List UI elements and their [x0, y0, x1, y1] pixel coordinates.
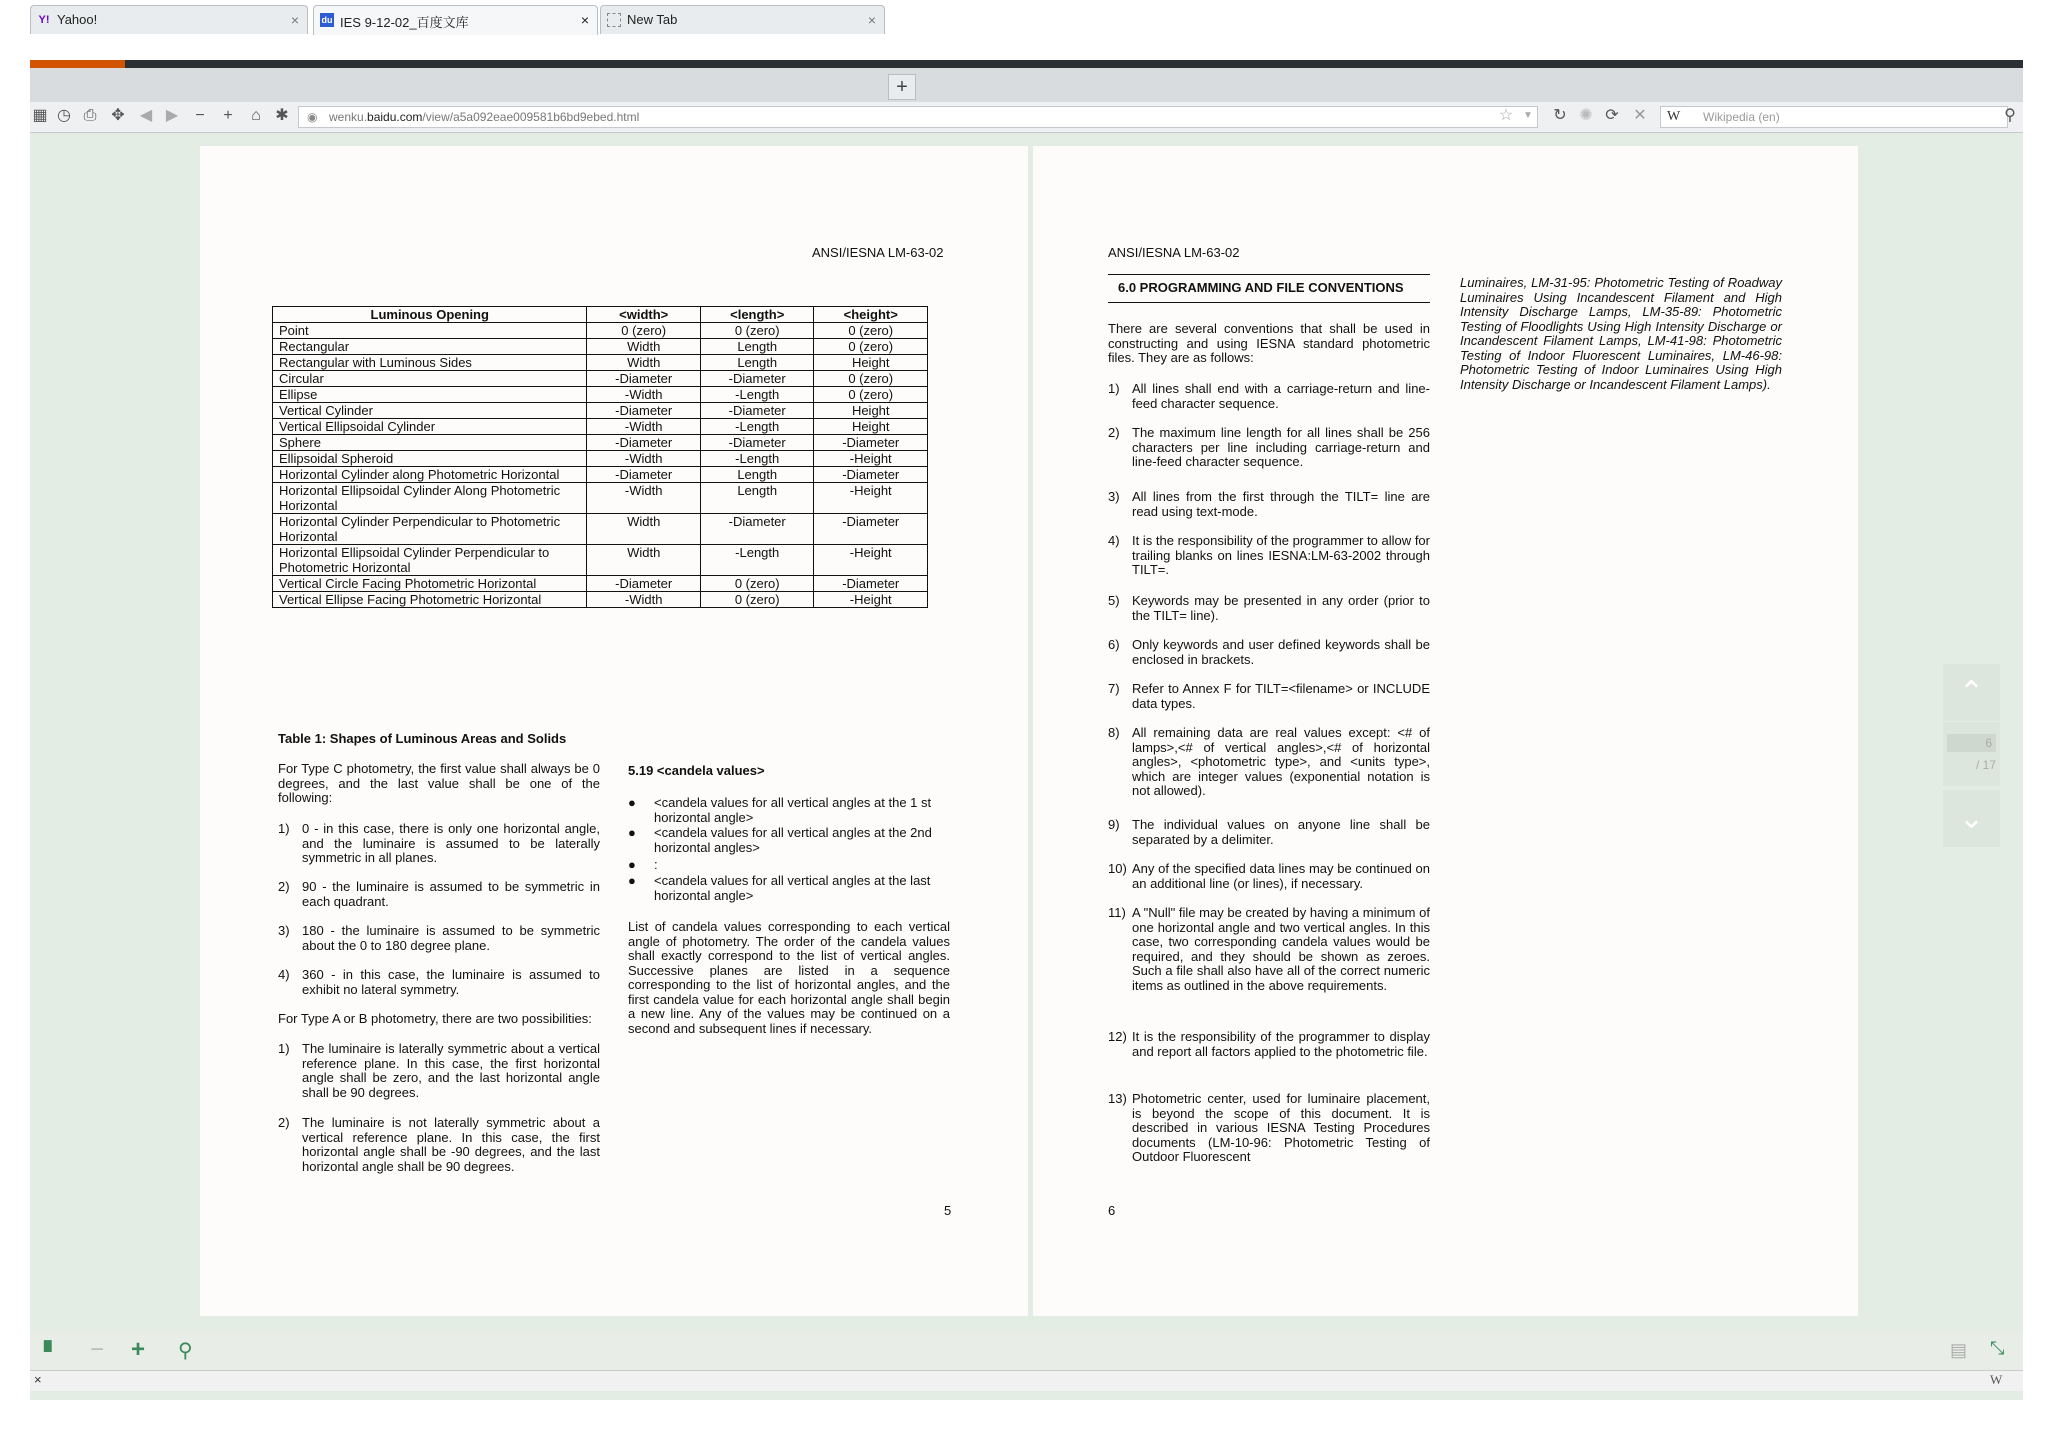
- zoom-in-icon[interactable]: +: [223, 107, 233, 124]
- table-cell: Rectangular with Luminous Sides: [273, 355, 587, 371]
- table-cell: -Diameter: [700, 403, 814, 419]
- table-cell: Height: [814, 419, 928, 435]
- settings-icon[interactable]: ✥: [111, 107, 125, 124]
- table-row: [273, 545, 928, 576]
- tab-close-icon[interactable]: ×: [290, 12, 299, 28]
- tab-bar: [30, 68, 2023, 103]
- table-cell: 0 (zero): [814, 371, 928, 387]
- table-cell: -Height: [814, 545, 928, 576]
- zoom-out-icon[interactable]: −: [195, 107, 205, 124]
- close-icon[interactable]: ×: [34, 1372, 42, 1387]
- table-row: [273, 514, 928, 545]
- list-number: 5): [1108, 593, 1120, 608]
- table-cell: Horizontal Cylinder along Photometric Horizontal: [273, 467, 587, 483]
- list-number: 13): [1108, 1091, 1127, 1106]
- table-cell: Sphere: [273, 435, 587, 451]
- table-cell: -Diameter: [587, 403, 701, 419]
- table-header-row: [273, 307, 928, 323]
- table-cell: Ellipse: [273, 387, 587, 403]
- list-text: Only keywords and user defined keywords shall be enclosed in brackets.: [1132, 637, 1430, 667]
- column-header: <width>: [587, 307, 701, 323]
- table-cell: -Diameter: [587, 371, 701, 387]
- table-cell: Width: [587, 545, 701, 576]
- list-number: 8): [1108, 725, 1120, 740]
- fullscreen-icon[interactable]: ⤡: [1990, 1338, 2005, 1358]
- intro-paragraph: There are several conventions that shall be used in constructing and using IESNA standard photometric files. They are as follows:: [1108, 321, 1430, 365]
- tab-close-icon[interactable]: ×: [580, 12, 589, 28]
- table-cell: 0 (zero): [700, 592, 814, 608]
- table-cell: Rectangular: [273, 339, 587, 355]
- print-icon[interactable]: ⎙: [83, 107, 97, 124]
- table-cell: -Height: [814, 451, 928, 467]
- page-number: 6: [1108, 1203, 1116, 1218]
- list-item: [278, 1116, 600, 1176]
- table-cell: Length: [700, 467, 814, 483]
- dropdown-icon[interactable]: ▼: [1523, 110, 1533, 121]
- list-number: 1): [278, 821, 290, 836]
- table-cell: Length: [700, 355, 814, 371]
- table-row: [273, 483, 928, 514]
- table-cell: Height: [814, 355, 928, 371]
- list-text: All remaining data are real values except: <# of lamps>,<# of vertical angles>,<# of horizontal angles>, <photometric type>, and <units type>, which are integer values (exponential notation is not allowed).: [1132, 725, 1430, 798]
- page-header: ANSI/IESNA LM-63-02: [1108, 245, 1240, 260]
- table-row: [273, 387, 928, 403]
- addon-icon[interactable]: ✱: [275, 107, 289, 124]
- table-cell: 0 (zero): [814, 387, 928, 403]
- list-number: 7): [1108, 681, 1120, 696]
- table-cell: 0 (zero): [587, 323, 701, 339]
- list-text: The luminaire is laterally symmetric about a vertical reference plane. In this case, the first horizontal angle shall be zero, and the last horizontal angle shall be 90 degrees.: [302, 1041, 600, 1100]
- table-cell: 0 (zero): [814, 323, 928, 339]
- bookmark-icon[interactable]: ▘: [44, 1342, 60, 1364]
- section-title: 5.19 <candela values>: [628, 763, 765, 778]
- bullet-item: [628, 796, 950, 826]
- table-cell: Horizontal Ellipsoidal Cylinder Perpendicular to Photometric Horizontal: [273, 545, 587, 576]
- table-cell: -Diameter: [587, 435, 701, 451]
- table-cell: Horizontal Ellipsoidal Cylinder Along Photometric Horizontal: [273, 483, 587, 514]
- bookmark-star-icon[interactable]: ☆: [1498, 107, 1514, 124]
- table-cell: Vertical Circle Facing Photometric Horizontal: [273, 576, 587, 592]
- status-bar: [30, 1370, 2023, 1391]
- table-cell: Vertical Ellipsoidal Cylinder: [273, 419, 587, 435]
- list-number: 2): [278, 879, 290, 894]
- table-cell: -Diameter: [700, 514, 814, 545]
- table-cell: Length: [700, 483, 814, 514]
- tab-label: Yahoo!: [57, 12, 98, 27]
- list-text: 0 - in this case, there is only one horizontal angle, and the luminaire is assumed to be laterally symmetric in all planes.: [302, 821, 600, 865]
- tab-label: IES 9-12-02_百度文库: [340, 15, 469, 30]
- table-cell: -Length: [700, 451, 814, 467]
- list-text: It is the responsibility of the programmer to display and report all factors applied to the photometric file.: [1132, 1029, 1430, 1059]
- sync-icon[interactable]: ⟳: [1605, 107, 1619, 124]
- list-text: All lines from the first through the TILT= line are read using text-mode.: [1132, 489, 1430, 519]
- table-cell: -Length: [700, 387, 814, 403]
- list-number: 3): [1108, 489, 1120, 504]
- list-number: 12): [1108, 1029, 1127, 1044]
- table-row: [273, 371, 928, 387]
- list-item: [278, 880, 600, 910]
- page-current-input[interactable]: 6: [1947, 734, 1996, 752]
- table-cell: -Diameter: [700, 435, 814, 451]
- table-cell: -Width: [587, 483, 701, 514]
- table-row: [273, 339, 928, 355]
- table-row: [273, 435, 928, 451]
- column-header: <height>: [814, 307, 928, 323]
- table-row: [273, 467, 928, 483]
- bullet-text: :: [654, 857, 658, 872]
- page-number: 5: [944, 1203, 952, 1218]
- table-cell: -Length: [700, 419, 814, 435]
- address-bar[interactable]: [298, 106, 1538, 128]
- home-icon[interactable]: ⌂: [251, 107, 261, 124]
- section-title: 6.0 PROGRAMMING AND FILE CONVENTIONS: [1108, 274, 1430, 303]
- list-item: [278, 924, 600, 954]
- list-number: 2): [1108, 425, 1120, 440]
- table-cell: -Diameter: [814, 435, 928, 451]
- tab-close-icon[interactable]: ×: [867, 12, 876, 28]
- wikipedia-icon: W: [1667, 109, 1681, 124]
- url-domain: baidu.com: [367, 110, 423, 124]
- list-number: 2): [278, 1115, 290, 1130]
- table-cell: Height: [814, 403, 928, 419]
- search-icon[interactable]: ⚲: [2004, 107, 2016, 124]
- url-path: /view/a5a092eae009581b6bd9ebed.html: [422, 110, 640, 124]
- table-row: [273, 355, 928, 371]
- list-number: 4): [1108, 533, 1120, 548]
- list-text: The maximum line length for all lines shall be 256 characters per line including carriage-return and line-feed character sequence.: [1132, 425, 1430, 469]
- column-header: <length>: [700, 307, 814, 323]
- list-number: 9): [1108, 817, 1120, 832]
- list-number: 3): [278, 923, 290, 938]
- yahoo-favicon-icon: Y!: [38, 14, 50, 26]
- table-cell: 0 (zero): [814, 339, 928, 355]
- bullet-icon: ●: [628, 825, 636, 840]
- typec-intro: For Type C photometry, the first value shall always be 0 degrees, and the last value shall be one of the following:: [278, 761, 600, 805]
- tab-new-tab[interactable]: [600, 5, 885, 34]
- table-row: [273, 451, 928, 467]
- table-cell: Width: [587, 355, 701, 371]
- list-item: [278, 968, 600, 998]
- list-text: The luminaire is not laterally symmetric about a vertical reference plane. In this case, the first horizontal angle shall be -90 degrees, and the last horizontal angle shall be 90 degrees.: [302, 1115, 600, 1174]
- list-text: All lines shall end with a carriage-return and line-feed character sequence.: [1132, 381, 1430, 411]
- zoom-in-icon[interactable]: +: [131, 1336, 146, 1363]
- table-cell: Circular: [273, 371, 587, 387]
- list-text: A "Null" file may be created by having a minimum of one horizontal angle and two vertical angles. In this case, two corresponding candela values would be required, and they should be shown as zeroes. Such a file shall also have all of the correct numeric items as outlined in the above requirements.: [1132, 905, 1430, 993]
- stop-icon[interactable]: ✕: [1633, 107, 1647, 124]
- table-cell: -Width: [587, 387, 701, 403]
- list-text: 90 - the luminaire is assumed to be symmetric in each quadrant.: [302, 879, 600, 909]
- viewer-toolbar: [30, 1332, 2023, 1370]
- list-number: 11): [1108, 905, 1126, 920]
- table-cell: -Diameter: [700, 371, 814, 387]
- list-text: Keywords may be presented in any order (prior to the TILT= line).: [1132, 593, 1430, 623]
- new-tab-button[interactable]: +: [888, 74, 916, 100]
- page-down-button[interactable]: ⌄: [1943, 790, 2000, 847]
- table-cell: Ellipsoidal Spheroid: [273, 451, 587, 467]
- luminous-shapes-table: [272, 306, 928, 608]
- table-cell: -Height: [814, 483, 928, 514]
- column-header: Luminous Opening: [273, 307, 587, 323]
- table-cell: Width: [587, 514, 701, 545]
- italic-column: Luminaires, LM-31-95: Photometric Testing of Roadway Luminaires Using Incandescent Filament and High Intensity Discharge Lamps, LM-35-89: Photometric Testing of Floodlights Using High Intensity Discharge or Incandescent Filament Lamps, LM-41-98: Photometric Testing of Indoor Fluorescent Luminaires, LM-46-98: Photometric Testing of Indoor Luminaires Using High Intensity Discharge or Incandescent Filament Lamps).: [1460, 275, 1782, 392]
- table-cell: -Height: [814, 592, 928, 608]
- tab-ies-document[interactable]: [313, 5, 598, 35]
- zoom-out-icon[interactable]: −: [90, 1336, 105, 1363]
- table-cell: Horizontal Cylinder Perpendicular to Photometric Horizontal: [273, 514, 587, 545]
- table-cell: Vertical Cylinder: [273, 403, 587, 419]
- window-titlebar: [30, 60, 2023, 68]
- search-placeholder: Wikipedia (en): [1703, 110, 1780, 124]
- typeab-intro: For Type A or B photometry, there are two possibilities:: [278, 1011, 592, 1026]
- baidu-favicon-icon: du: [321, 15, 333, 25]
- titlebar-accent: [30, 60, 125, 68]
- bullet-text: <candela values for all vertical angles at the 1 st horizontal angle>: [654, 795, 932, 825]
- bullet-text: <candela values for all vertical angles at the last horizontal angle>: [654, 873, 931, 903]
- loading-icon: ✺: [1579, 107, 1593, 124]
- layout-icon[interactable]: ▤: [1950, 1340, 1968, 1360]
- forward-icon[interactable]: ▶: [165, 107, 179, 124]
- list-number: 4): [278, 967, 290, 982]
- table-row: [273, 576, 928, 592]
- list-text: Photometric center, used for luminaire placement, is beyond the scope of this document. It is described in various IESNA Testing Procedures documents (LM-10-96: Photometric Testing of Outdoor Fluorescent: [1132, 1091, 1430, 1164]
- bullet-text: <candela values for all vertical angles at the 2nd horizontal angles>: [654, 825, 932, 855]
- page-total: / 17: [1975, 758, 1996, 772]
- list-item: [278, 1042, 600, 1102]
- search-icon[interactable]: ⚲: [178, 1340, 193, 1362]
- table-cell: Point: [273, 323, 587, 339]
- back-icon[interactable]: ◀: [139, 107, 153, 124]
- list-number: 6): [1108, 637, 1120, 652]
- bullet-item: [628, 826, 950, 856]
- table-caption: Table 1: Shapes of Luminous Areas and Solids: [278, 731, 567, 746]
- list-text: The individual values on anyone line shall be separated by a delimiter.: [1132, 817, 1430, 847]
- blank-page-icon: [607, 13, 621, 27]
- list-text: Refer to Annex F for TILT=<filename> or INCLUDE data types.: [1132, 681, 1430, 711]
- table-cell: -Diameter: [587, 576, 701, 592]
- page-indicator: [1943, 722, 2000, 786]
- bullet-icon: ●: [628, 795, 636, 810]
- table-cell: 0 (zero): [700, 323, 814, 339]
- list-number: 1): [278, 1041, 290, 1056]
- url-prefix: wenku.: [329, 110, 368, 124]
- history-icon[interactable]: ◷: [57, 107, 71, 124]
- bullet-item: [628, 858, 950, 873]
- table-row: [273, 592, 928, 608]
- bullet-item: [628, 874, 950, 904]
- table-cell: -Width: [587, 451, 701, 467]
- table-cell: -Diameter: [814, 467, 928, 483]
- reload-icon[interactable]: ↻: [1553, 107, 1567, 124]
- table-cell: -Length: [700, 545, 814, 576]
- candela-paragraph: List of candela values corresponding to each vertical angle of photometry. The order of the candela values shall exactly correspond to the list of vertical angles. Successive planes are listed in a sequence corresponding to the list of horizontal angles, and the first candela value for each horizontal angle shall begin a new line. Any of the values may be continued on a second and subsequent lines if necessary.: [628, 919, 950, 1036]
- page-up-button[interactable]: ⌃: [1943, 664, 2000, 721]
- table-cell: Vertical Ellipse Facing Photometric Horizontal: [273, 592, 587, 608]
- search-input[interactable]: [1660, 106, 2008, 128]
- table-cell: Width: [587, 339, 701, 355]
- list-text: Any of the specified data lines may be continued on an additional line (or lines), if necessary.: [1132, 861, 1430, 891]
- list-text: 360 - in this case, the luminaire is assumed to exhibit no lateral symmetry.: [302, 967, 600, 997]
- list-text: It is the responsibility of the programmer to allow for trailing blanks on lines IESNA:LM-63-2002 through TILT=.: [1132, 533, 1430, 577]
- table-row: [273, 419, 928, 435]
- table-row: [273, 323, 928, 339]
- list-item: [278, 822, 600, 868]
- wikipedia-icon: W: [1990, 1372, 2003, 1387]
- table-cell: Length: [700, 339, 814, 355]
- table-cell: 0 (zero): [700, 576, 814, 592]
- grid-icon[interactable]: ▦: [32, 107, 48, 124]
- list-text: 180 - the luminaire is assumed to be symmetric about the 0 to 180 degree plane.: [302, 923, 600, 953]
- page-header: ANSI/IESNA LM-63-02: [812, 245, 944, 260]
- table-cell: -Diameter: [814, 576, 928, 592]
- table-cell: -Diameter: [587, 467, 701, 483]
- bullet-icon: ●: [628, 857, 636, 872]
- table-cell: -Width: [587, 419, 701, 435]
- list-number: 1): [1108, 381, 1120, 396]
- table-cell: -Diameter: [814, 514, 928, 545]
- list-number: 10): [1108, 861, 1127, 876]
- bullet-icon: ●: [628, 873, 636, 888]
- tab-label: New Tab: [627, 12, 678, 27]
- table-row: [273, 403, 928, 419]
- site-identity-icon[interactable]: ◉: [307, 110, 318, 124]
- table-cell: -Width: [587, 592, 701, 608]
- tab-yahoo[interactable]: [30, 5, 308, 34]
